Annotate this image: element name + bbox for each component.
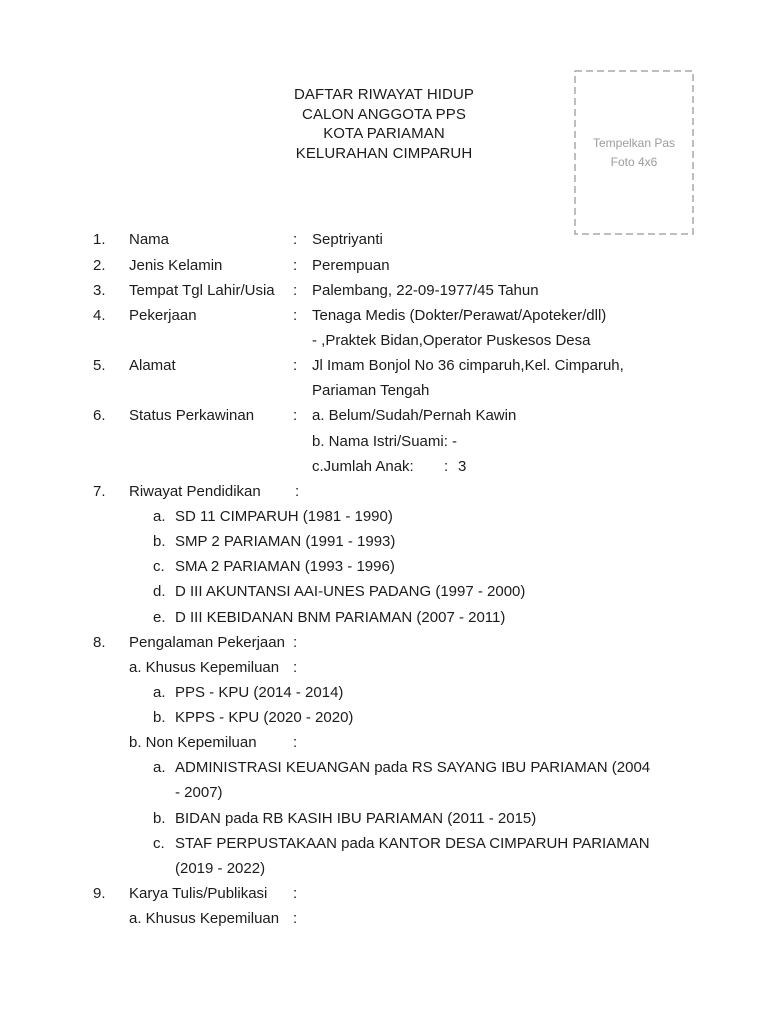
field-label: Status Perkawinan bbox=[129, 407, 255, 425]
photo-instruction-line: Foto 4x6 bbox=[610, 154, 658, 169]
list-item-letter: a. bbox=[153, 507, 166, 525]
list-item bbox=[0, 831, 768, 856]
section-row-riwayat-pendidikan bbox=[0, 479, 768, 504]
list-item bbox=[0, 755, 768, 780]
field-number: 5. bbox=[93, 357, 106, 375]
list-item bbox=[0, 579, 768, 604]
field-number: 3. bbox=[93, 281, 106, 299]
list-item bbox=[0, 806, 768, 831]
field-label: Alamat bbox=[129, 357, 176, 375]
list-item-text-continued: - 2007) bbox=[175, 784, 223, 802]
list-item-letter: b. bbox=[153, 533, 166, 551]
subsection-row-non-kepemiluan bbox=[0, 730, 768, 755]
section-row-pengalaman-pekerjaan bbox=[0, 630, 768, 655]
field-separator: : bbox=[293, 281, 298, 299]
field-number: 6. bbox=[93, 407, 106, 425]
list-item-letter: c. bbox=[153, 834, 165, 852]
field-separator: : bbox=[293, 734, 298, 752]
field-number: 8. bbox=[93, 633, 106, 651]
field-value: Perempuan bbox=[312, 256, 390, 274]
field-separator: : bbox=[293, 256, 298, 274]
title-line: KELURAHAN CIMPARUH bbox=[295, 144, 473, 162]
list-item-continued bbox=[0, 856, 768, 881]
title-line: CALON ANGGOTA PPS bbox=[302, 105, 466, 123]
list-item-letter: b. bbox=[153, 709, 166, 727]
section-row-karya-tulis bbox=[0, 881, 768, 906]
list-item-text: D III KEBIDANAN BNM PARIAMAN (2007 - 2011) bbox=[175, 608, 506, 626]
subsection-row-khusus-kepemiluan bbox=[0, 655, 768, 680]
field-value: Tenaga Medis (Dokter/Perawat/Apoteker/dll) bbox=[312, 306, 607, 324]
field-value: 3 bbox=[458, 457, 467, 475]
field-row-jumlah-anak bbox=[0, 454, 768, 479]
list-item-letter: a. bbox=[153, 759, 166, 777]
field-row-jenis-kelamin bbox=[0, 253, 768, 278]
field-separator: : bbox=[293, 306, 298, 324]
list-item-letter: a. bbox=[153, 683, 166, 701]
field-row-tempat-tgl-lahir bbox=[0, 278, 768, 303]
field-separator: : bbox=[293, 231, 298, 249]
field-number: 7. bbox=[93, 482, 106, 500]
field-label: Nama bbox=[129, 231, 170, 249]
field-label: Karya Tulis/Publikasi bbox=[129, 885, 268, 903]
field-value: Jl Imam Bonjol No 36 cimparuh,Kel. Cimparuh, bbox=[312, 357, 624, 375]
field-separator: : bbox=[293, 910, 298, 928]
list-item-text: STAF PERPUSTAKAAN pada KANTOR DESA CIMPARUH PARIAMAN bbox=[175, 834, 650, 852]
field-number: 2. bbox=[93, 256, 106, 274]
field-value: Septriyanti bbox=[312, 231, 383, 249]
title-line: KOTA PARIAMAN bbox=[323, 125, 445, 143]
photo-instruction bbox=[574, 70, 694, 235]
list-item bbox=[0, 554, 768, 579]
field-value: b. Nama Istri/Suami: - bbox=[312, 432, 458, 450]
list-item-continued bbox=[0, 780, 768, 805]
subsection-label: a. Khusus Kepemiluan bbox=[129, 658, 280, 676]
list-item-text: KPPS - KPU (2020 - 2020) bbox=[175, 709, 354, 727]
field-separator: : bbox=[293, 357, 298, 375]
field-separator: : bbox=[293, 885, 298, 903]
field-row-alamat-continued bbox=[0, 378, 768, 403]
title-line: DAFTAR RIWAYAT HIDUP bbox=[293, 86, 475, 103]
list-item-text: SD 11 CIMPARUH (1981 - 1990) bbox=[175, 507, 393, 525]
field-row-nama bbox=[0, 227, 768, 252]
list-item bbox=[0, 680, 768, 705]
field-separator: : bbox=[293, 407, 298, 425]
field-value-continued: Pariaman Tengah bbox=[312, 382, 430, 400]
field-value: a. Belum/Sudah/Pernah Kawin bbox=[312, 407, 517, 425]
field-row-alamat bbox=[0, 353, 768, 378]
list-item-text: ADMINISTRASI KEUANGAN pada RS SAYANG IBU PARIAMAN (2004 bbox=[175, 759, 651, 777]
list-item bbox=[0, 605, 768, 630]
list-item-text-continued: (2019 - 2022) bbox=[175, 859, 266, 877]
field-number: 1. bbox=[93, 231, 106, 249]
list-item-text: BIDAN pada RB KASIH IBU PARIAMAN (2011 - 2015) bbox=[175, 809, 537, 827]
list-item bbox=[0, 705, 768, 730]
field-row-pekerjaan-continued bbox=[0, 328, 768, 353]
field-separator: : bbox=[293, 633, 298, 651]
list-item-text: SMP 2 PARIAMAN (1991 - 1993) bbox=[175, 533, 396, 551]
field-value: Palembang, 22-09-1977/45 Tahun bbox=[312, 281, 539, 299]
photo-instruction-line: Tempelkan Pas bbox=[592, 135, 676, 150]
field-label: Pengalaman Pekerjaan bbox=[129, 633, 285, 651]
photo-placeholder bbox=[574, 70, 694, 235]
field-label: Tempat Tgl Lahir/Usia bbox=[129, 281, 275, 299]
field-sub-label: c.Jumlah Anak: bbox=[312, 457, 414, 475]
subsection-label: a. Khusus Kepemiluan bbox=[129, 910, 280, 928]
cv-fields-list bbox=[0, 227, 768, 931]
subsection-label: b. Non Kepemiluan bbox=[129, 734, 257, 752]
field-row-status-perkawinan bbox=[0, 403, 768, 428]
list-item-letter: d. bbox=[153, 583, 166, 601]
field-label: Pekerjaan bbox=[129, 306, 197, 324]
list-item bbox=[0, 529, 768, 554]
field-separator: : bbox=[295, 482, 300, 500]
field-value-continued: - ,Praktek Bidan,Operator Puskesos Desa bbox=[312, 331, 591, 349]
field-separator: : bbox=[293, 658, 298, 676]
field-row-pekerjaan bbox=[0, 303, 768, 328]
list-item bbox=[0, 504, 768, 529]
list-item-letter: e. bbox=[153, 608, 166, 626]
list-item-letter: c. bbox=[153, 558, 165, 576]
field-row-nama-pasangan bbox=[0, 429, 768, 454]
list-item-text: D III AKUNTANSI AAI-UNES PADANG (1997 - 2000) bbox=[175, 583, 526, 601]
list-item-text: SMA 2 PARIAMAN (1993 - 1996) bbox=[175, 558, 395, 576]
subsection-row-khusus-kepemiluan bbox=[0, 906, 768, 931]
field-number: 4. bbox=[93, 306, 106, 324]
list-item-letter: b. bbox=[153, 809, 166, 827]
list-item-text: PPS - KPU (2014 - 2014) bbox=[175, 683, 344, 701]
field-label: Riwayat Pendidikan bbox=[129, 482, 261, 500]
field-separator: : bbox=[444, 457, 449, 475]
field-number: 9. bbox=[93, 885, 106, 903]
field-label: Jenis Kelamin bbox=[129, 256, 223, 274]
